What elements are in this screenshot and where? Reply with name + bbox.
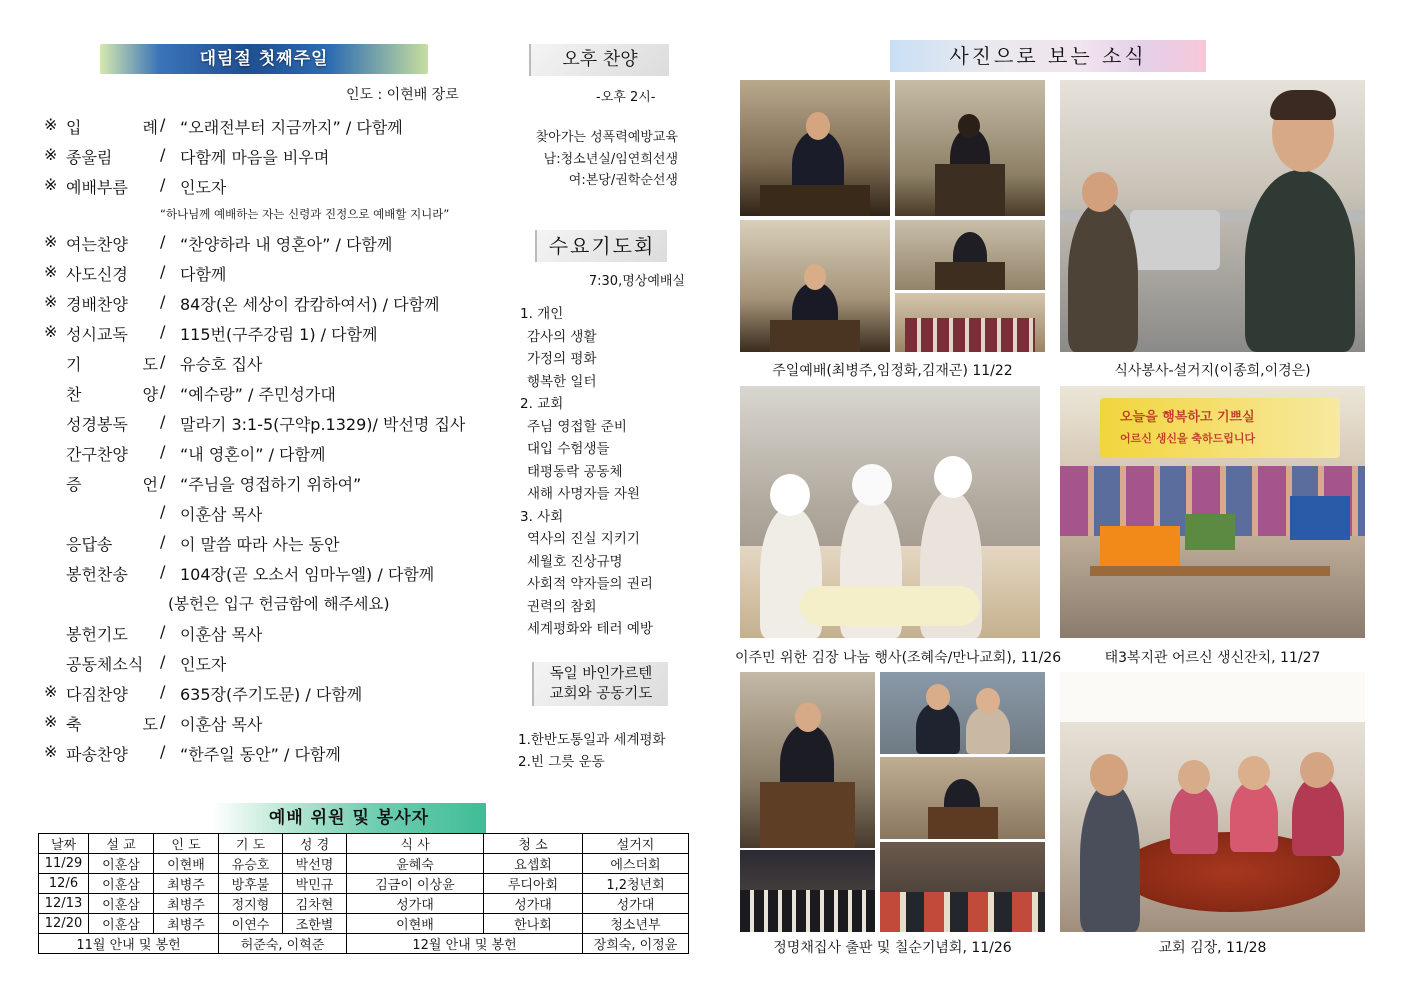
order-desc: “찬양하라 내 영혼아” / 다함께 — [180, 235, 393, 254]
duty-cell: 윤혜숙 — [347, 854, 484, 874]
order-item: 간구찬양 — [66, 445, 128, 464]
order-separator: / — [160, 115, 166, 134]
duty-cell: 성가대 — [484, 894, 583, 914]
duty-cell: 1,2청년회 — [583, 874, 689, 894]
duty-cell: 이훈삼 — [89, 894, 154, 914]
germany-item-2: 2.빈 그릇 운동 — [518, 754, 605, 770]
duty-cell: 루디아회 — [484, 874, 583, 894]
order-desc: 이훈삼 목사 — [180, 505, 263, 524]
prayer-list — [518, 303, 653, 641]
prayer-item: 태평동락 공동체 — [527, 463, 623, 480]
photo-kitchen-dishwashing — [1060, 80, 1365, 352]
duty-cell: 청소년부 — [583, 914, 689, 934]
banner-text-2: 어르신 생신을 축하드립니다 — [1120, 432, 1256, 445]
germany-list — [518, 729, 666, 773]
order-mark: ※ — [44, 115, 58, 134]
order-item: 다짐찬양 — [66, 685, 128, 704]
order-separator: / — [160, 322, 166, 341]
order-mark: ※ — [44, 322, 58, 341]
order-separator: / — [160, 682, 166, 701]
order-desc: 이 말씀 따라 사는 동안 — [180, 535, 340, 554]
duty-cell: 조한별 — [283, 914, 347, 934]
order-item: 사도신경 — [66, 265, 128, 284]
order-item: 파송찬양 — [66, 745, 128, 764]
order-separator: / — [160, 175, 166, 194]
order-separator: / — [160, 442, 166, 461]
order-item: 성경봉독 — [66, 415, 128, 434]
order-item: 봉헌기도 — [66, 625, 128, 644]
duty-cell: 박민규 — [283, 874, 347, 894]
order-item: 성시교독 — [66, 325, 128, 344]
order-separator: / — [160, 502, 166, 521]
photo-kimchi-sharing — [740, 386, 1040, 638]
prayer-category: 2. 교회 — [520, 396, 564, 412]
order-separator: / — [160, 145, 166, 164]
order-item: 찬 양 — [66, 385, 158, 404]
order-separator: / — [160, 562, 166, 581]
photo-celebration-toast — [880, 842, 1045, 932]
duty-header-cell: 설 교 — [89, 834, 154, 854]
duty-cell: 성가대 — [347, 894, 484, 914]
order-desc: “오래전부터 지금까지” / 다함께 — [180, 118, 403, 137]
order-item: 증 언 — [66, 475, 158, 494]
order-separator: / — [160, 532, 166, 551]
order-mark: ※ — [44, 712, 58, 731]
duty-cell: 김차현 — [283, 894, 347, 914]
order-item: 축 도 — [66, 715, 158, 734]
order-desc: “예수랑” / 주민성가대 — [180, 385, 336, 404]
order-desc: 다함께 — [180, 265, 227, 284]
service-leader: 인도 : 이현배 장로 — [346, 87, 459, 103]
nov-offering-label: 11월 안내 및 봉헌 — [39, 934, 219, 954]
caption-church-kimchi: 교회 김장, 11/28 — [1158, 940, 1267, 956]
order-separator: / — [160, 622, 166, 641]
order-separator: / — [160, 232, 166, 251]
order-separator: / — [160, 712, 166, 731]
afternoon-line-3: 여:본당/권학순선생 — [568, 173, 678, 188]
duty-cell: 이훈삼 — [89, 874, 154, 894]
order-separator: / — [160, 412, 166, 431]
duty-cell: 유승호 — [219, 854, 283, 874]
photo-news-title: 사진으로 보는 소식 — [890, 40, 1206, 72]
prayer-item: 권력의 참회 — [527, 598, 597, 615]
nov-offering-names: 허준숙, 이혁준 — [219, 934, 347, 954]
order-mark: ※ — [44, 262, 58, 281]
order-mark: ※ — [44, 145, 58, 164]
order-desc: “한주일 동안” / 다함께 — [180, 745, 341, 764]
prayer-item: 대입 수험생들 — [527, 441, 610, 457]
caption-kitchen: 식사봉사-설거지(이종희,이경은) — [1114, 363, 1311, 379]
order-desc: 이훈삼 목사 — [180, 625, 263, 644]
photo-celebration-speech — [740, 672, 875, 848]
duty-cell: 이현배 — [347, 914, 484, 934]
photo-celebration-stage — [880, 757, 1045, 839]
order-mark: ※ — [44, 175, 58, 194]
order-desc: 104장(곧 오소서 임마누엘) / 다함께 — [180, 565, 435, 584]
order-item: 봉헌찬송 — [66, 565, 128, 584]
germany-title-line-1: 독일 바인가르텐 — [549, 666, 653, 682]
duty-row — [39, 894, 689, 914]
duty-cell: 이현배 — [154, 854, 219, 874]
duty-cell: 이훈삼 — [89, 854, 154, 874]
offering-note: (봉헌은 입구 헌금함에 해주세요) — [168, 595, 390, 613]
duty-cell: 최병주 — [154, 894, 219, 914]
duty-cell: 방후불 — [219, 874, 283, 894]
duty-banner: 예배 위원 및 봉사자 — [212, 803, 486, 833]
order-item: 예배부름 — [66, 178, 128, 197]
duty-cell: 김금이 이상윤 — [347, 874, 484, 894]
caption-sunday-service: 주일예배(최병주,임정화,김재곤) 11/22 — [772, 363, 1013, 379]
afternoon-line-1: 찾아가는 성폭력예방교육 — [535, 130, 678, 145]
duty-cell: 12/20 — [39, 914, 89, 934]
duty-header-cell: 기 도 — [219, 834, 283, 854]
order-desc: “내 영혼이” / 다함께 — [180, 445, 326, 464]
prayer-item: 새해 사명자들 자원 — [527, 486, 640, 502]
order-desc: 인도자 — [180, 178, 227, 197]
duty-cell: 최병주 — [154, 874, 219, 894]
prayer-item: 감사의 생활 — [527, 328, 597, 345]
dec-offering-label: 12월 안내 및 봉헌 — [347, 934, 583, 954]
germany-title — [532, 662, 668, 706]
prayer-item: 행복한 일터 — [527, 373, 597, 390]
order-desc: 유승호 집사 — [180, 355, 263, 374]
duty-table — [38, 833, 689, 954]
duty-table-footer — [39, 934, 689, 954]
duty-cell: 성가대 — [583, 894, 689, 914]
order-desc: 다함께 마음을 비우며 — [180, 148, 330, 167]
duty-table-header — [39, 834, 689, 854]
order-item: 경배찬양 — [66, 295, 128, 314]
duty-cell: 12/13 — [39, 894, 89, 914]
order-desc: 635장(주기도문) / 다함께 — [180, 685, 363, 704]
afternoon-title: 오후 찬양 — [529, 44, 669, 76]
caption-birthday-party: 태3복지관 어르신 생신잔치, 11/27 — [1104, 650, 1321, 666]
photo-sunday-prayer — [895, 80, 1045, 216]
order-separator: / — [160, 352, 166, 371]
order-item: 입 례 — [66, 118, 158, 137]
order-separator: / — [160, 472, 166, 491]
order-desc: 이훈삼 목사 — [180, 715, 263, 734]
order-item: 응답송 — [66, 535, 113, 554]
duty-cell: 최병주 — [154, 914, 219, 934]
duty-cell: 정지형 — [219, 894, 283, 914]
photo-church-kimchi — [1060, 672, 1365, 932]
order-separator: / — [160, 292, 166, 311]
germany-item-1: 1.한반도통일과 세계평화 — [518, 732, 666, 748]
prayer-item: 역사의 진실 지키기 — [527, 531, 640, 547]
duty-header-cell: 청 소 — [484, 834, 583, 854]
germany-title-line-2: 교회와 공동기도 — [549, 686, 653, 702]
prayer-item: 주님 영접할 준비 — [527, 418, 627, 435]
order-desc: 84장(온 세상이 캄캄하여서) / 다함께 — [180, 295, 440, 314]
afternoon-line-2: 남:청소년실/임연희선생 — [543, 152, 678, 167]
order-mark: ※ — [44, 742, 58, 761]
prayer-category: 3. 사회 — [520, 508, 564, 525]
order-desc: “주님을 영접하기 위하여” — [180, 475, 362, 494]
duty-cell: 요셉회 — [484, 854, 583, 874]
photo-celebration-couple — [880, 672, 1045, 754]
order-mark: ※ — [44, 292, 58, 311]
duty-header-cell: 식 사 — [347, 834, 484, 854]
duty-header-cell: 성 경 — [283, 834, 347, 854]
wednesday-title: 수요기도회 — [535, 230, 667, 262]
prayer-item: 가정의 평화 — [527, 351, 597, 367]
service-title-banner: 대림절 첫째주일 — [100, 44, 428, 74]
order-separator: / — [160, 382, 166, 401]
duty-header-cell: 날짜 — [39, 834, 89, 854]
prayer-item: 세계평화와 테러 예방 — [527, 621, 653, 637]
duty-cell: 이훈삼 — [89, 914, 154, 934]
order-item: 기 도 — [66, 355, 158, 374]
afternoon-time: -오후 2시- — [596, 90, 656, 105]
duty-cell: 한나회 — [484, 914, 583, 934]
prayer-category: 1. 개인 — [520, 306, 564, 322]
order-separator: / — [160, 742, 166, 761]
order-desc: 말라기 3:1-5(구약p.1329)/ 박선명 집사 — [180, 415, 466, 434]
order-separator: / — [160, 652, 166, 671]
call-verse: “하나님께 예배하는 자는 신령과 진정으로 예배할 지니라” — [160, 207, 450, 221]
order-mark: ※ — [44, 232, 58, 251]
duty-row — [39, 874, 689, 894]
caption-kimchi-sharing: 이주민 위한 김장 나눔 행사(조혜숙/만나교회), 11/26 — [735, 650, 1062, 666]
order-mark: ※ — [44, 682, 58, 701]
duty-cell: 박선명 — [283, 854, 347, 874]
prayer-item: 세월호 진상규명 — [527, 553, 623, 570]
dec-offering-names: 장희숙, 이정윤 — [583, 934, 689, 954]
duty-row — [39, 914, 689, 934]
duty-cell: 에스더회 — [583, 854, 689, 874]
order-item: 여는찬양 — [66, 235, 128, 254]
duty-cell: 이연수 — [219, 914, 283, 934]
photo-sunday-pastor — [740, 80, 890, 216]
order-item: 공동체소식 — [66, 655, 144, 674]
order-desc: 인도자 — [180, 655, 227, 674]
prayer-item: 사회적 약자들의 권리 — [527, 576, 653, 592]
caption-celebration: 정명채집사 출판 및 칠순기념회, 11/26 — [773, 940, 1012, 956]
order-separator: / — [160, 262, 166, 281]
duty-row — [39, 854, 689, 874]
photo-sunday-choir — [895, 293, 1045, 352]
wednesday-time: 7:30,명상예배실 — [588, 274, 685, 289]
photo-birthday-party — [1060, 386, 1365, 638]
photo-sunday-sermon — [740, 220, 890, 352]
photo-celebration-hall — [740, 850, 875, 932]
duty-cell: 12/6 — [39, 874, 89, 894]
duty-header-cell: 인 도 — [154, 834, 219, 854]
photo-sunday-reading — [895, 220, 1045, 290]
duty-header-cell: 설거지 — [583, 834, 689, 854]
order-desc: 115번(구주강림 1) / 다함께 — [180, 325, 378, 344]
banner-text-1: 오늘을 행복하고 기쁘실 — [1120, 410, 1255, 425]
duty-cell: 11/29 — [39, 854, 89, 874]
order-item: 종울림 — [66, 148, 113, 167]
